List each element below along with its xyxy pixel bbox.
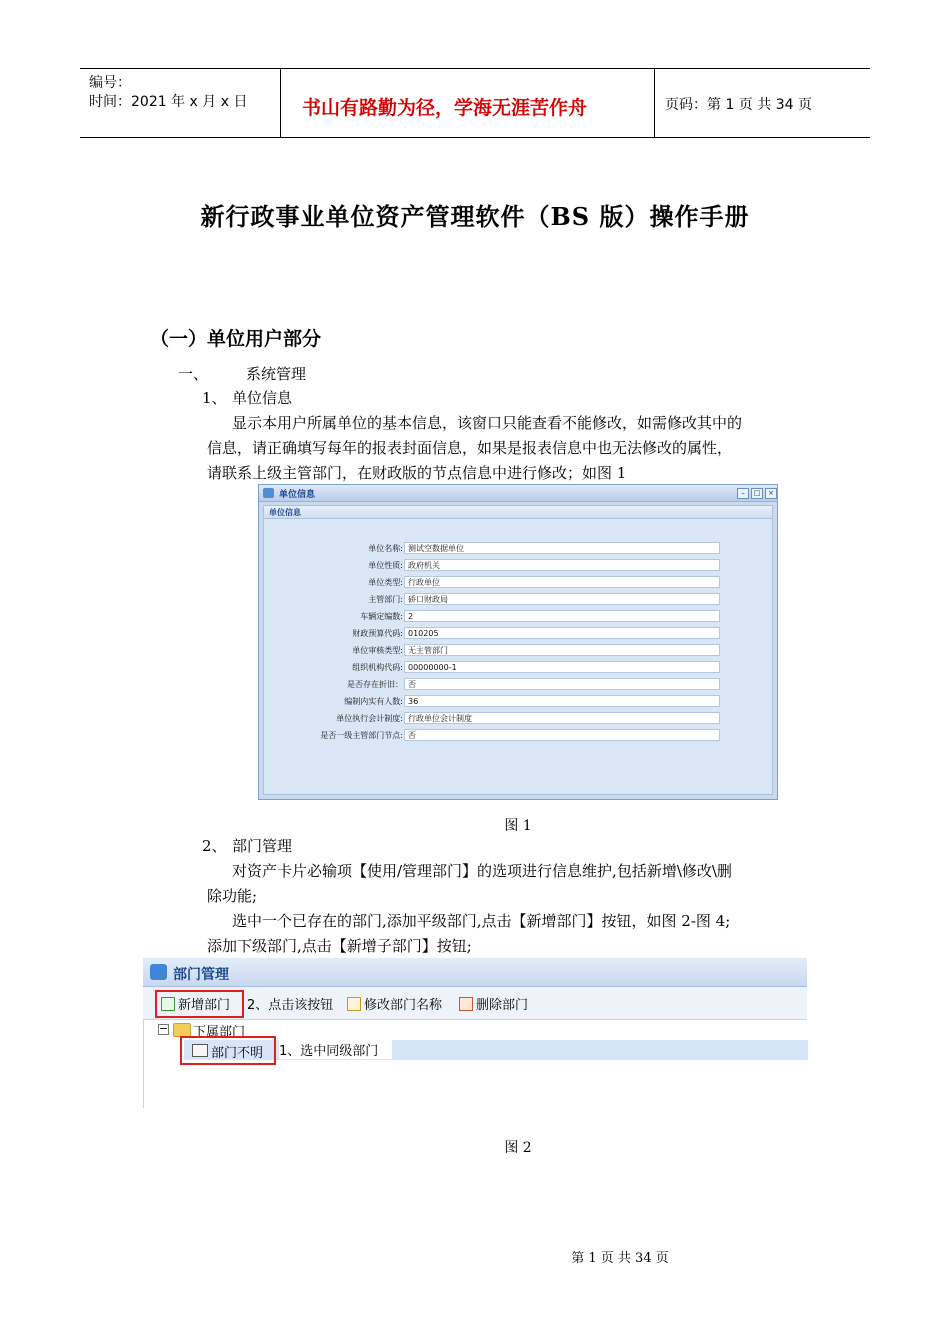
highlight-box xyxy=(180,1036,276,1065)
maximize-icon[interactable]: □ xyxy=(751,488,763,499)
field-value[interactable]: 否 xyxy=(404,678,720,690)
window-title: 单位信息 xyxy=(279,490,316,500)
paragraph-line: 请联系上级主管部门，在财政版的节点信息中进行修改；如图 1 xyxy=(207,464,627,482)
level1-title: 系统管理 xyxy=(246,365,307,383)
header-table xyxy=(80,68,870,138)
delete-icon xyxy=(459,997,473,1011)
close-icon[interactable]: × xyxy=(765,488,777,499)
motto: 书山有路勤为径，学海无涯苦作舟 xyxy=(302,97,588,119)
item1-number: 1、 xyxy=(202,389,227,407)
item2-title: 部门管理 xyxy=(232,837,293,855)
edit-icon xyxy=(347,997,361,1011)
folder-icon xyxy=(173,1023,191,1037)
minimize-icon[interactable]: – xyxy=(737,488,749,499)
form-row xyxy=(259,712,779,725)
field-value[interactable]: 无主管部门 xyxy=(404,644,720,656)
item2-number: 2、 xyxy=(202,837,227,855)
field-label: 车辆定编数: xyxy=(360,612,403,621)
window-title: 部门管理 xyxy=(173,967,229,983)
form-row xyxy=(259,593,779,606)
field-value[interactable]: 行政单位 xyxy=(404,576,720,588)
form-row xyxy=(259,627,779,640)
field-label: 单位性质: xyxy=(368,561,403,570)
collapse-icon[interactable]: − xyxy=(159,1022,169,1035)
form-row xyxy=(259,729,779,742)
field-label: 单位执行会计制度: xyxy=(336,714,403,723)
item1-title: 单位信息 xyxy=(232,389,293,407)
level1-number: 一、 xyxy=(178,365,209,383)
selected-row-highlight xyxy=(184,1040,808,1060)
field-value[interactable]: 否 xyxy=(404,729,720,741)
paragraph-line: 显示本用户所属单位的基本信息，该窗口只能查看不能修改，如需修改其中的 xyxy=(232,414,743,432)
field-value[interactable]: 测试空数据单位 xyxy=(404,542,720,554)
header-divider xyxy=(654,69,655,137)
field-label: 是否一级主管部门节点: xyxy=(320,731,403,740)
annotation-click: 2、点击该按钮 xyxy=(247,998,334,1013)
field-value[interactable]: 00000000-1 xyxy=(404,661,720,673)
form-row xyxy=(259,644,779,657)
form-row xyxy=(259,559,779,572)
field-label: 单位类型: xyxy=(368,578,403,587)
paragraph-line: 信息，请正确填写每年的报表封面信息，如果是报表信息中也无法修改的属性， xyxy=(207,439,733,457)
tree-node-root[interactable]: 下属部门 xyxy=(193,1025,246,1040)
form-row xyxy=(259,678,779,691)
field-value[interactable]: 36 xyxy=(404,695,720,707)
form-row xyxy=(259,542,779,555)
highlight-box xyxy=(155,990,244,1018)
form-row xyxy=(259,695,779,708)
paragraph-line: 对资产卡片必输项【使用/管理部门】的选项进行信息维护,包括新增\修改\删 xyxy=(232,862,732,880)
page-label: 页码：第 1 页 共 34 页 xyxy=(665,97,812,113)
serial-label: 编号： xyxy=(89,75,131,91)
unit-info-window xyxy=(258,484,778,800)
field-value[interactable]: 硚口财政局 xyxy=(404,593,720,605)
window-icon xyxy=(150,964,167,980)
figure-caption: 图 2 xyxy=(504,1140,532,1156)
field-value[interactable]: 010205 xyxy=(404,627,720,639)
paragraph-line: 添加下级部门,点击【新增子部门】按钮; xyxy=(207,937,472,955)
department-window xyxy=(143,958,807,1108)
paragraph-line: 选中一个已存在的部门,添加平级部门,点击【新增部门】按钮，如图 2-图 4; xyxy=(232,912,731,930)
field-label: 组织机构代码: xyxy=(352,663,403,672)
edit-department-button[interactable] xyxy=(347,994,442,1013)
window-titlebar xyxy=(259,485,777,502)
paragraph-line: 除功能; xyxy=(207,887,258,905)
form-row xyxy=(259,661,779,674)
field-label: 单位审核类型: xyxy=(352,646,403,655)
panel-header xyxy=(264,506,772,519)
field-value[interactable]: 行政单位会计制度 xyxy=(404,712,720,724)
section-heading: （一）单位用户部分 xyxy=(150,328,322,350)
button-label: 修改部门名称 xyxy=(364,998,443,1013)
form-row xyxy=(259,610,779,623)
annotation-select: 1、选中同级部门 xyxy=(279,1040,392,1059)
panel-title: 单位信息 xyxy=(269,508,301,517)
window-icon xyxy=(263,488,274,498)
button-label: 新增部门 xyxy=(178,998,231,1013)
field-label: 单位名称: xyxy=(368,544,403,553)
window-titlebar xyxy=(143,958,807,987)
field-label: 主管部门: xyxy=(368,595,403,604)
button-label: 删除部门 xyxy=(476,998,529,1013)
field-label: 是否存在折旧： xyxy=(347,680,403,689)
document-title: 新行政事业单位资产管理软件（BS 版）操作手册 xyxy=(200,202,750,231)
field-label: 编制内实有人数: xyxy=(344,697,403,706)
tree-node-child[interactable]: 部门不明 xyxy=(211,1046,264,1061)
figure-caption: 图 1 xyxy=(504,818,532,834)
field-label: 财政预算代码: xyxy=(352,629,403,638)
header-divider xyxy=(280,69,281,137)
time-label: 时间：2021 年 x 月 x 日 xyxy=(89,94,248,110)
form-row xyxy=(259,576,779,589)
field-value[interactable]: 政府机关 xyxy=(404,559,720,571)
field-value[interactable]: 2 xyxy=(404,610,720,622)
delete-department-button[interactable] xyxy=(459,994,528,1013)
page-footer: 第 1 页 共 34 页 xyxy=(571,1251,669,1266)
